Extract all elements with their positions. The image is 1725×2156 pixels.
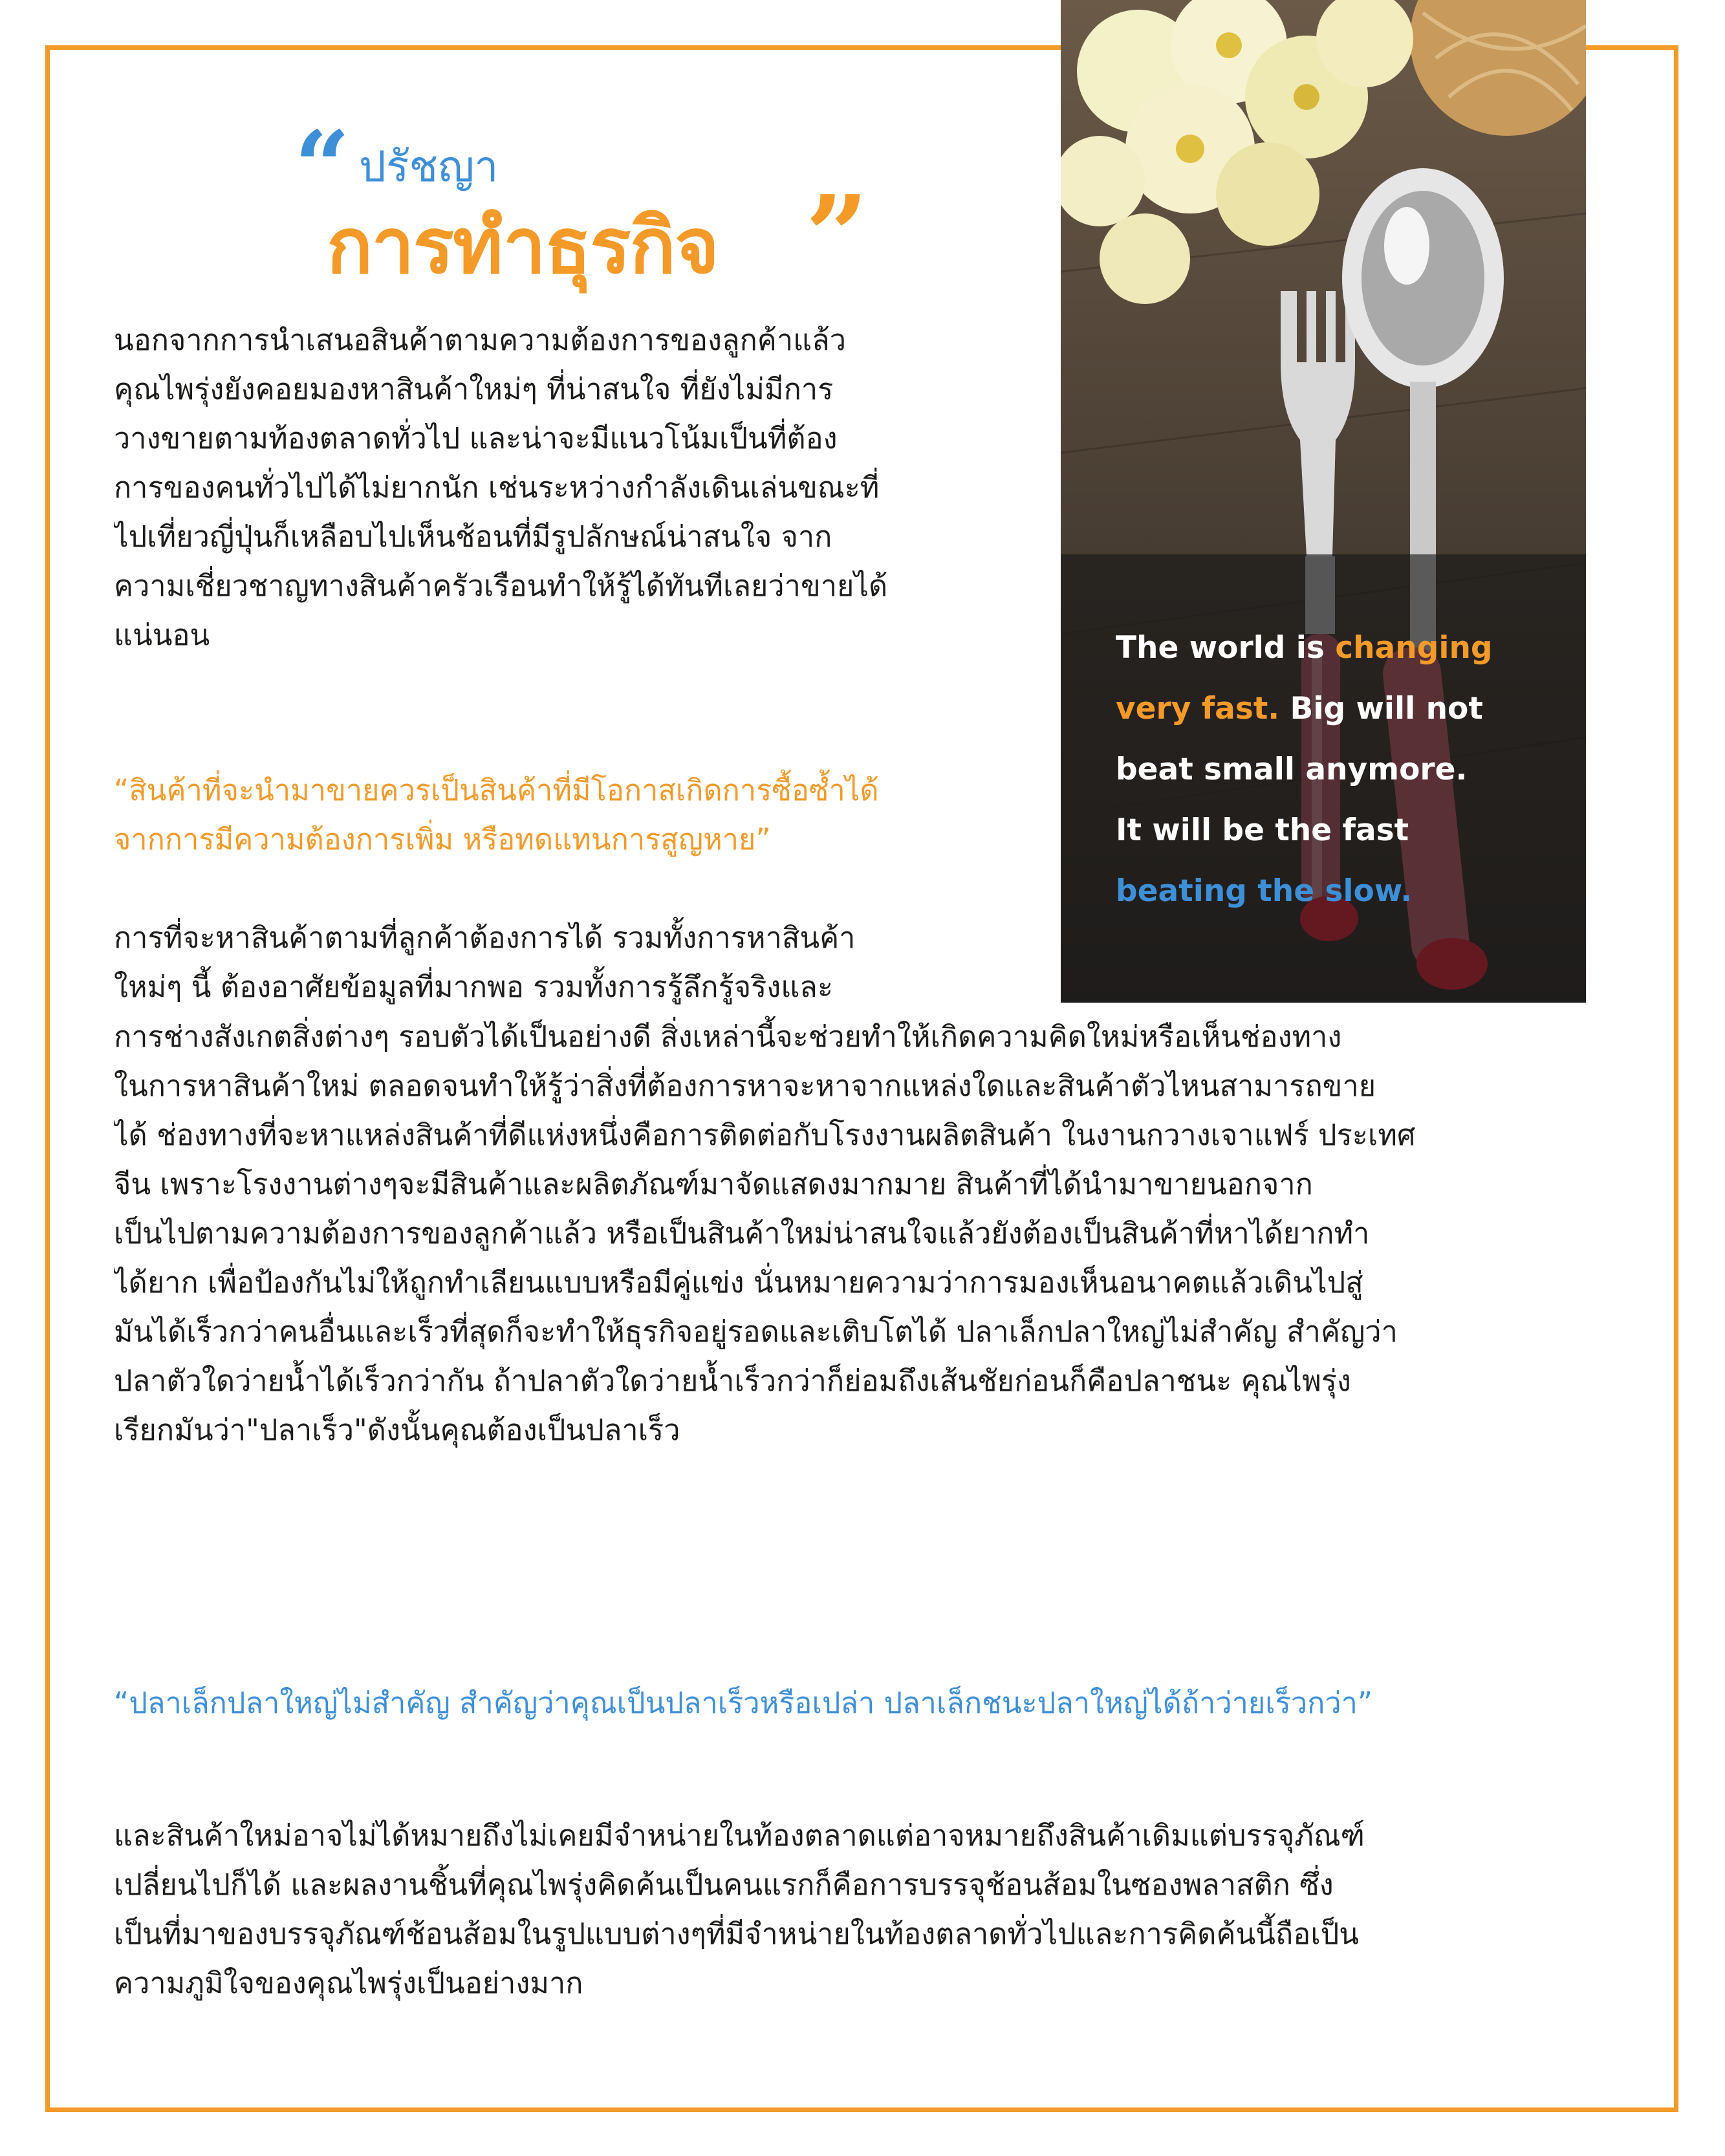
text-line: จีน เพราะโรงงานต่างๆจะมีสินค้าและผลิตภัณฑ์มาจัดแสดงมากมาย สินค้าที่ได้นำมาขายนอกจาก <box>114 1167 1313 1201</box>
open-quote-mark: “ <box>294 110 351 224</box>
caption-text: The world is <box>1116 630 1336 666</box>
text-line: และสินค้าใหม่อาจไม่ได้หมายถึงไม่เคยมีจำหน่ายในท้องตลาดแต่อาจหมายถึงสินค้าเดิมแต่บรรจุภัณฑ์ <box>114 1818 1365 1853</box>
text-line: ในการหาสินค้าใหม่ ตลอดจนทำให้รู้ว่าสิ่งที่ต้องการหาจะหาจากแหล่งใดและสินค้าตัวไหนสามารถขาย <box>114 1069 1376 1103</box>
paragraph-intro <box>114 316 887 660</box>
caption-highlight: beating the slow. <box>1116 873 1413 909</box>
caption-text: Big will not <box>1279 691 1483 726</box>
english-caption <box>1116 618 1556 922</box>
text-line: แน่นอน <box>114 618 210 652</box>
caption-highlight: changing <box>1335 630 1493 666</box>
quote-line: “ปลาเล็กปลาใหญ่ไม่สำคัญ สำคัญว่าคุณเป็นปลาเร็วหรือเปล่า ปลาเล็กชนะปลาใหญ่ได้ถ้าว่ายเร็วกว่า” <box>114 1686 1373 1720</box>
text-line: ความภูมิใจของคุณไพรุ่งเป็นอย่างมาก <box>114 1966 583 2000</box>
text-line: ได้ ช่องทางที่จะหาแหล่งสินค้าที่ดีแห่งหนึ่งคือการติดต่อกับโรงงานผลิตสินค้า ในงานกวางเจาแฟร์ ประเทศ <box>114 1118 1416 1152</box>
pull-quote-orange <box>114 766 879 864</box>
text-line: วางขายตามท้องตลาดทั่วไป และน่าจะมีแนวโน้มเป็นที่ต้อง <box>114 421 838 455</box>
text-line: เปลี่ยนไปก็ได้ และผลงานชิ้นที่คุณไพรุ่งคิดค้นเป็นคนแรกก็คือการบรรจุช้อนส้อมในซองพลาสติก ซึ่ง <box>114 1867 1334 1902</box>
caption-text: beat small anymore. <box>1116 752 1468 787</box>
caption-text: It will be the fast <box>1116 812 1409 848</box>
paragraph-research <box>114 913 855 1012</box>
text-line: การของคนทั่วไปได้ไม่ยากนัก เช่นระหว่างกำลังเดินเล่นขณะที่ <box>114 470 880 505</box>
text-line: เป็นไปตามความต้องการของลูกค้าแล้ว หรือเป็นสินค้าใหม่น่าสนใจแล้วยังต้องเป็นสินค้าที่หาได้ยากทำ <box>114 1216 1370 1250</box>
close-quote-mark: ” <box>805 171 869 301</box>
quote-line: จากการมีความต้องการเพิ่ม หรือทดแทนการสูญหาย” <box>114 822 771 856</box>
text-line: คุณไพรุ่งยังคอยมองหาสินค้าใหม่ๆ ที่น่าสนใจ ที่ยังไม่มีการ <box>114 372 834 406</box>
text-line: การช่างสังเกตสิ่งต่างๆ รอบตัวได้เป็นอย่างดี สิ่งเหล่านี้จะช่วยทำให้เกิดความคิดใหม่หรือเห็นช่องทาง <box>114 1019 1342 1054</box>
text-line: เป็นที่มาของบรรจุภัณฑ์ช้อนส้อมในรูปแบบต่างๆที่มีจำหน่ายในท้องตลาดทั่วไปและการคิดค้นนี้ถือเป็น <box>114 1917 1360 1951</box>
text-line: ใหม่ๆ นี้ ต้องอาศัยข้อมูลที่มากพอ รวมทั้งการรู้ลึกรู้จริงและ <box>114 970 833 1004</box>
text-line: มันได้เร็วกว่าคนอื่นและเร็วที่สุดก็จะทำให้ธุรกิจอยู่รอดและเติบโตได้ ปลาเล็กปลาใหญ่ไม่สำคัญ สำคัญว่า <box>114 1314 1398 1349</box>
hero-photo-cutlery <box>1061 0 1586 1003</box>
text-line: เรียกมันว่า"ปลาเร็ว"ดังนั้นคุณต้องเป็นปลาเร็ว <box>114 1413 680 1447</box>
title-subheading: ปรัชญา <box>359 142 499 191</box>
text-line: การที่จะหาสินค้าตามที่ลูกค้าต้องการได้ รวมทั้งการหาสินค้า <box>114 920 856 955</box>
caption-highlight: very fast. <box>1116 691 1280 726</box>
text-line: ได้ยาก เพื่อป้องกันไม่ให้ถูกทำเลียนแบบหรือมีคู่แข่ง นั่นหมายความว่าการมองเห็นอนาคตแล้วเดินไปสู่ <box>114 1265 1363 1300</box>
quote-line: “สินค้าที่จะนำมาขายควรเป็นสินค้าที่มีโอกาสเกิดการซื้อซ้ำได้ <box>114 773 879 807</box>
text-line: ปลาตัวใดว่ายน้ำได้เร็วกว่ากัน ถ้าปลาตัวใดว่ายน้ำเร็วกว่าก็ย่อมถึงเส้นชัยก่อนก็คือปลาชนะ คุณไพรุ่ง <box>114 1364 1351 1398</box>
text-line: นอกจากการนำเสนอสินค้าตามความต้องการของลูกค้าแล้ว <box>114 323 847 357</box>
pull-quote-blue <box>114 1679 1372 1728</box>
paragraph-packaging <box>114 1811 1365 2008</box>
text-line: ความเชี่ยวชาญทางสินค้าครัวเรือนทำให้รู้ได้ทันทีเลยว่าขายได้ <box>114 569 888 603</box>
text-line: ไปเที่ยวญี่ปุ่นก็เหลือบไปเห็นช้อนที่มีรูปลักษณ์น่าสนใจ จาก <box>114 519 832 554</box>
paragraph-fast-fish <box>114 1012 1416 1455</box>
page-title: การทำธุรกิจ <box>327 201 719 290</box>
